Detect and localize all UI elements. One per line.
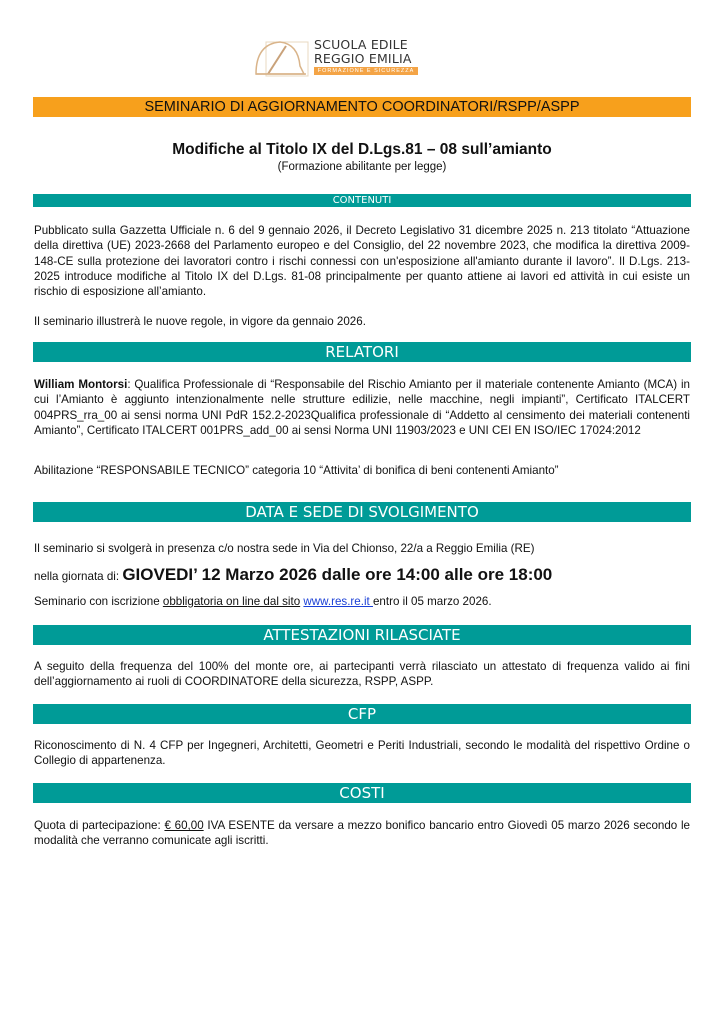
section-costi: COSTI xyxy=(33,783,691,803)
helmet-icon xyxy=(252,36,312,84)
section-data-sede: DATA E SEDE DI SVOLGIMENTO xyxy=(33,502,691,522)
costi-price: € 60,00 xyxy=(164,819,204,832)
iscrizione-pre: Seminario con iscrizione xyxy=(34,595,163,608)
giornata-line xyxy=(34,564,690,588)
page-title: Modifiche al Titolo IX del D.Lgs.81 – 08 sull’amianto xyxy=(172,141,552,158)
costi-text xyxy=(34,818,690,849)
section-attestazioni: ATTESTAZIONI RILASCIATE xyxy=(33,625,691,645)
iscrizione-post: entro il 05 marzo 2026. xyxy=(372,595,492,608)
page-subtitle: (Formazione abilitante per legge) xyxy=(277,161,447,173)
logo-tagline: FORMAZIONE E SICUREZZA xyxy=(314,67,418,75)
logo-line2: REGGIO EMILIA xyxy=(314,51,412,66)
seminar-banner: SEMINARIO DI AGGIORNAMENTO COORDINATORI/RSPP/ASPP xyxy=(33,97,691,117)
relatore-abilitazione: Abilitazione “RESPONSABILE TECNICO” categoria 10 “Attivita’ di bonifica di beni contenenti Amianto” xyxy=(34,464,559,477)
cfp-text: Riconoscimento di N. 4 CFP per Ingegneri, Architetti, Geometri e Periti Industriali, secondo le modalità del rispettivo Ordine o Collegio di appartenenza. xyxy=(34,739,690,768)
section-contenuti: CONTENUTI xyxy=(33,194,691,207)
logo-line1: SCUOLA EDILE xyxy=(314,37,408,52)
iscrizione-obbligatoria: obbligatoria on line dal sito xyxy=(162,595,301,608)
giornata-label: nella giornata di: xyxy=(34,570,123,583)
logo xyxy=(252,36,422,84)
attestazioni-text: A seguito della frequenza del 100% del monte ore, ai partecipanti verrà rilasciato un attestato di frequenza valido ai fini dell’aggiornamento ai ruoli di COORDINATORE della sicurezza, RSPP, ASPP. xyxy=(34,660,690,689)
section-relatori: RELATORI xyxy=(33,342,691,362)
costi-pre: Quota di partecipazione: xyxy=(34,819,165,832)
iscrizione-line xyxy=(34,594,690,609)
section-cfp: CFP xyxy=(33,704,691,724)
contenuti-paragraph: Pubblicato sulla Gazzetta Ufficiale n. 6 del 9 gennaio 2026, il Decreto Legislativo 31 dicembre 2025 n. 213 titolato “Attuazione della direttiva (UE) 2023-2668 del Parlamento europeo e del Consiglio, del 22 novembre 2023, che modifica la direttiva 2009-148-CE sulla protezione dei lavoratori contro i rischi connessi con un'esposizione all'amianto durante il lavoro”. Il D.Lgs. 213-2025 introduce modifiche al Titolo IX del D.Lgs. 81-08 principalmente per quanto attiene ai lavori ed attività in cui esiste un rischio di esposizione all’amianto. xyxy=(34,224,690,299)
website-link[interactable]: www.res.re.it xyxy=(303,595,373,608)
contenuti-summary: Il seminario illustrerà le nuove regole, in vigore da gennaio 2026. xyxy=(34,315,366,328)
giornata-date: GIOVEDI’ 12 Marzo 2026 dalle ore 14:00 alle ore 18:00 xyxy=(122,565,553,584)
sede-text: Il seminario si svolgerà in presenza c/o nostra sede in Via del Chionso, 22/a a Reggio Emilia (RE) xyxy=(34,542,535,555)
relatore-qualifiche: : Qualifica Professionale di “Responsabile del Rischio Amianto per il materiale contenente Amianto (MCA) in cui l’Amianto è aggiunto intenzionalmente nelle strutture edilizie, nelle macchine, negli impianti”, Certificato ITALCERT 004PRS_rra_00 ai sensi norma UNI PdR 152.2-2023Qualifica professionale di “Addetto al censimento dei materiali contenenti Amianto”, Certificato ITALCERT 001PRS_add_00 ai sensi Norma UNI 11903/2023 e UNI CEI EN ISO/IEC 17024:2012 xyxy=(34,378,690,437)
costi-post: IVA ESENTE da versare a mezzo bonifico bancario entro Giovedì 05 marzo 2026 secondo le modalità che verranno comunicate agli iscritti. xyxy=(34,819,690,848)
relatore-name: William Montorsi xyxy=(34,378,128,391)
relatore-bio xyxy=(34,377,690,438)
